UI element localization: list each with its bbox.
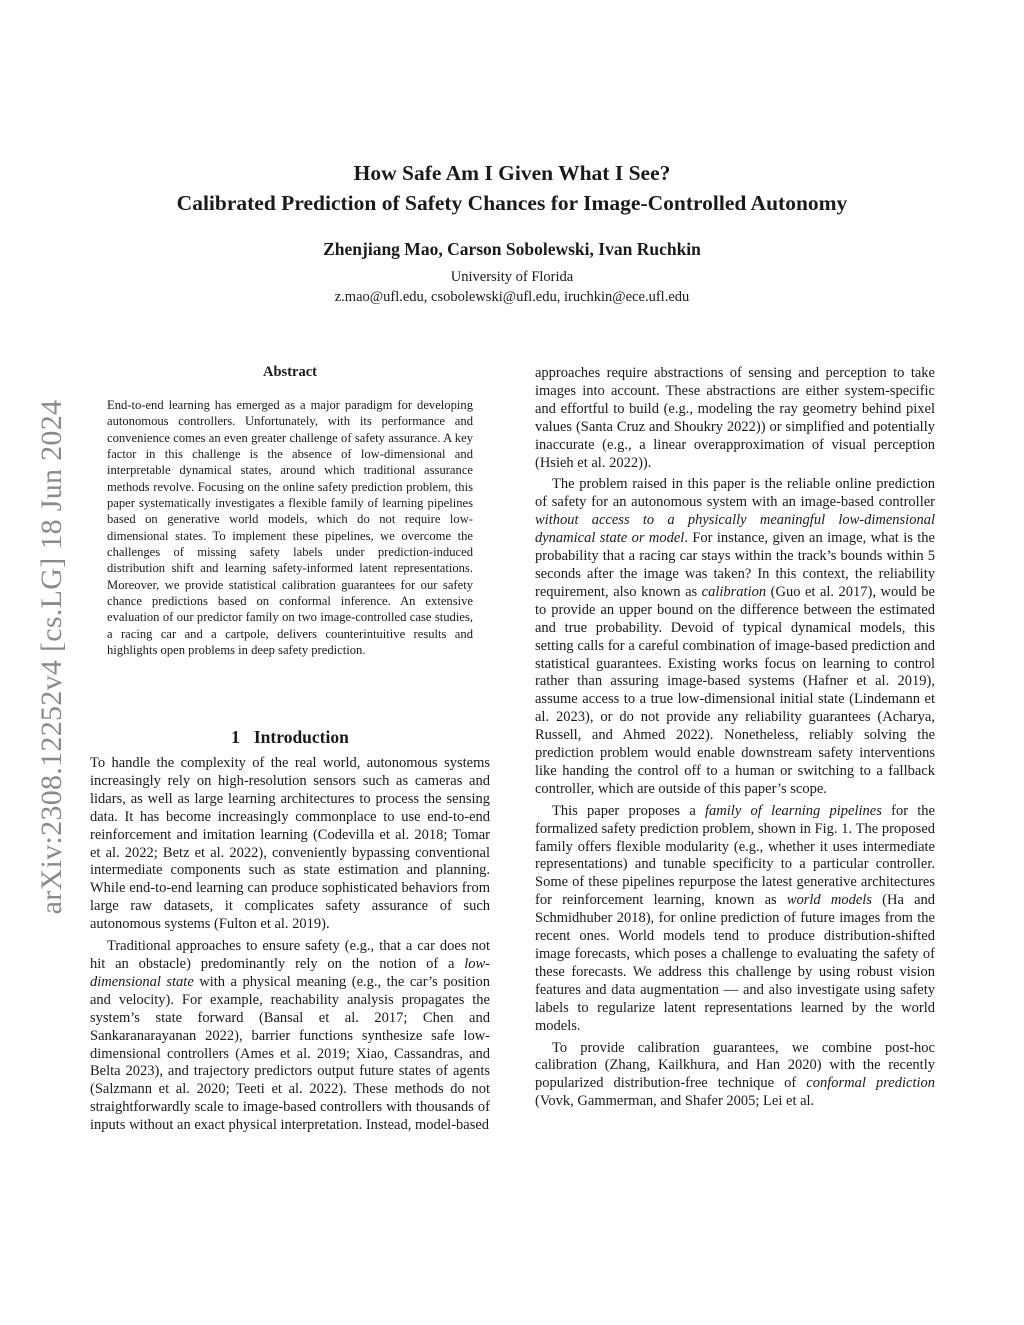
emphasis-text: family of learning pipelines [705,802,882,819]
arxiv-stamp-text: arXiv:2308.12252v4 [cs.LG] 18 Jun 2024 [35,399,68,915]
right-column-body [535,365,935,1111]
text-run: Traditional approaches to ensure safety (e.g., that a car does not hit an obstacle) predominantly rely on the notion of a [90,938,490,972]
abstract-text: End-to-end learning has emerged as a major paradigm for developing autonomous controllers. Unfortunately, with its performance and convenience comes an even greater challenge of safety assurance. A key factor in this challenge is the absence of low-dimensional and interpretable dynamical states, around which traditional assurance methods revolve. Focusing on the online safety prediction problem, this paper systematically investigates a flexible family of learning pipelines based on generative world models, which do not require low-dimensional states. To implement these pipelines, we overcome the challenges of missing safety labels under prediction-induced distribution shift and learning safety-informed latent representations. Moreover, we provide statistical calibration guarantees for our safety chance predictions based on conformal inference. An extensive evaluation of our predictor family on two image-controlled case studies, a racing car and a cartpole, delivers counterintuitive results and highlights open problems in deep safety prediction. [107,398,473,658]
paper-title [0,158,1024,218]
text-run: This paper proposes a [552,802,706,819]
text-run: The problem raised in this paper is the reliable online prediction of safety for an autonomous system with an image-based controller [535,476,935,511]
emphasis-text: low-dimensional state [90,955,490,990]
emphasis-text: without access to a physically meaningful low-dimensional dynamical state or model [535,512,935,547]
intro-paragraph-3: approaches require abstractions of sensing and perception to take images into account. These abstractions are either system-specific and effortful to build (e.g., modeling the ray geometry behind pixel values (Santa Cruz and Shoukry 2022)) or simplified and potentially inaccurate (e.g., a linear overapproximation of visual perception (Hsieh et al. 2022)). [535,365,935,471]
section-heading-introduction [90,727,490,748]
text-run: (Guo et al. 2017), would be to provide an upper bound on the difference between the estimated and true probability. Devoid of typical dynamical models, this setting calls for a careful combination of image-based prediction and statistical guarantees. Existing works focus on learning to control rather than assuring image-based systems (Hafner et al. 2019), assume access to a true low-dimensional initial state (Lindemann et al. 2023), or do not provide any reliability guarantees (Acharya, Russell, and Ahmed 2022). Nonetheless, reliably solving the prediction problem would enable downstream safety interventions like handing the control off to a human or switching to a fallback controller, which are outside of this paper’s scope. [535,583,935,797]
text-run: (Ha and Schmidhuber 2018), for online prediction of future images from the recent ones. World models tend to produce distribution-shifted image forecasts, which poses a challenge to evaluating the safety of these forecasts. We address this challenge by using robust vision features and data augmentation — and also investigate using safety labels to regularize latent representations learned by the world models. [535,892,935,1034]
author-list: Zhenjiang Mao, Carson Sobolewski, Ivan Ruchkin [323,239,701,259]
emphasis-text: world models [786,892,872,909]
abstract-heading: Abstract [263,364,317,380]
section-title: Introduction [253,727,349,747]
author-emails: z.mao@ufl.edu, csobolewski@ufl.edu, iruchkin@ece.ufl.edu [334,289,690,305]
intro-paragraph-4 [535,476,935,798]
text-run: To provide calibration guarantees, we combine post-hoc calibration (Zhang, Kailkhura, and Han 2020) with the recently popularized distribution-free technique of [535,1039,935,1092]
title-line-2: Calibrated Prediction of Safety Chances for Image-Controlled Autonomy [176,191,848,215]
text-run: (Vovk, Gammerman, and Shafer 2005; Lei et al. [535,1093,815,1110]
emphasis-text: conformal prediction [806,1075,936,1092]
emphasis-text: calibration [701,583,767,600]
intro-paragraph-5 [535,803,935,1036]
text-run: with a physical meaning (e.g., the car’s position and velocity). For example, reachability analysis propagates the system’s state forward (Bansal et al. 2017; Chen and Sankaranarayanan 2022), barrier functions synthesize safe low-dimensional controllers (Ames et al. 2019; Xiao, Cassandras, and Belta 2023), and trajectory predictors output future states of agents (Salzmann et al. 2020; Teeti et al. 2022). These methods do not straightforwardly scale to image-based controllers with thousands of inputs without an exact physical interpretation. Instead, model-based [90,973,490,1134]
text-run: for the formalized safety prediction problem, shown in Fig. 1. The proposed family offers flexible modularity (e.g., whether it uses intermediate representations) and tunable specificity to a particular controller. Some of these pipelines repurpose the latest generative architectures for reinforcement learning, known as [535,802,935,909]
text-run: . For instance, given an image, what is the probability that a racing car stays within the track’s bounds within 5 seconds after the image was taken? In this context, the reliability requirement, also known as [535,530,935,600]
section-number: 1 [231,727,240,747]
title-line-1: How Safe Am I Given What I See? [353,161,671,185]
affiliation: University of Florida [450,269,574,285]
intro-paragraph-6 [535,1040,935,1112]
affiliation-block [0,267,1024,307]
intro-paragraph-2 [90,938,490,1135]
intro-paragraph-1: To handle the complexity of the real world, autonomous systems increasingly rely on high-resolution sensors such as cameras and lidars, as well as large learning architectures to process the sensing data. It has become increasingly commonplace to use end-to-end reinforcement and imitation learning (Codevilla et al. 2018; Tomar et al. 2022; Betz et al. 2022), conveniently bypassing conventional intermediate components such as state estimation and planning. While end-to-end learning can produce sophisticated behaviors from large raw datasets, it complicates safety assurance of such autonomous systems (Fulton et al. 2019). [90,755,490,933]
left-column-body [90,755,490,1135]
